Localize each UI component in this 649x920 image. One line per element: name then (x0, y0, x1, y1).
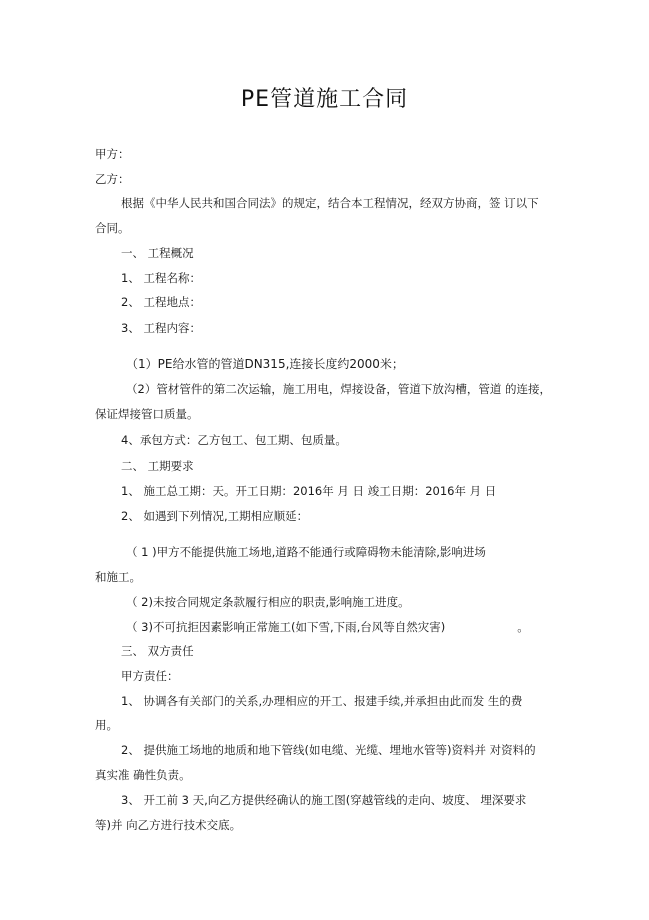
intro-paragraph-line2: 合同。 (95, 221, 130, 235)
condition-3-text: （ 3)不可抗拒因素影响正常施工(如下雪,下雨,台风等自然灾害) (126, 620, 446, 634)
document-title: PE管道施工合同 (240, 87, 409, 112)
duty-3-line2: 等)并 向乙方进行技术交底。 (95, 818, 242, 832)
total-duration-item: 1、 施工总工期：天。开工日期：2016年 月 日 竣工日期：2016年 月 日 (121, 484, 497, 498)
extension-conditions-item: 2、 如遇到下列情况,工期相应顺延： (121, 509, 309, 523)
project-content-item: 3、 工程内容： (121, 321, 201, 335)
project-name-item: 1、 工程名称： (121, 271, 201, 285)
duty-1-line2: 用。 (95, 718, 118, 732)
party-b-label: 乙方： (95, 172, 130, 186)
project-content-2-line1: （2）管材管件的第二次运输，施工用电，焊接设备，管道下放沟槽，管道 的连接， (126, 382, 551, 396)
project-content-1: （1）PE给水管的管道DN315,连接长度约2000米； (126, 357, 404, 371)
section1-heading: 一、 工程概况 (121, 246, 194, 260)
party-a-label: 甲方： (95, 147, 130, 161)
duty-2-line2: 真实准 确性负责。 (95, 768, 191, 782)
condition-1-line2: 和施工。 (95, 570, 141, 584)
project-content-2-line2: 保证焊接管口质量。 (95, 407, 199, 421)
duty-3-line1: 3、 开工前 3 天,向乙方提供经确认的施工图(穿越管线的走向、坡度、 埋深要求 (121, 793, 527, 807)
contract-method-item: 4、承包方式：乙方包工、包工期、包质量。 (121, 433, 347, 447)
intro-paragraph-line1: 根据《中华人民共和国合同法》的规定，结合本工程情况，经双方协商，签 订以下 (121, 196, 539, 210)
party-a-duty-heading: 甲方责任： (121, 669, 179, 683)
condition-2: （ 2)未按合同规定条款履行相应的职责,影响施工进度。 (126, 595, 410, 609)
duty-1-line1: 1、 协调各有关部门的关系,办理相应的开工、报建手续,并承担由此而发 生的费 (121, 694, 523, 708)
duty-2-line1: 2、 提供施工场地的地质和地下管线(如电缆、光缆、埋地水管等)资料并 对资料的 (121, 743, 536, 757)
section2-heading: 二、 工期要求 (121, 459, 194, 473)
condition-1-line1: （ 1 )甲方不能提供施工场地,道路不能通行或障碍物未能清除,影响进场 (126, 545, 486, 559)
condition-3 (126, 619, 529, 635)
section3-heading: 三、 双方责任 (121, 644, 194, 658)
project-location-item: 2、 工程地点： (121, 295, 201, 309)
condition-3-end: 。 (517, 620, 529, 634)
